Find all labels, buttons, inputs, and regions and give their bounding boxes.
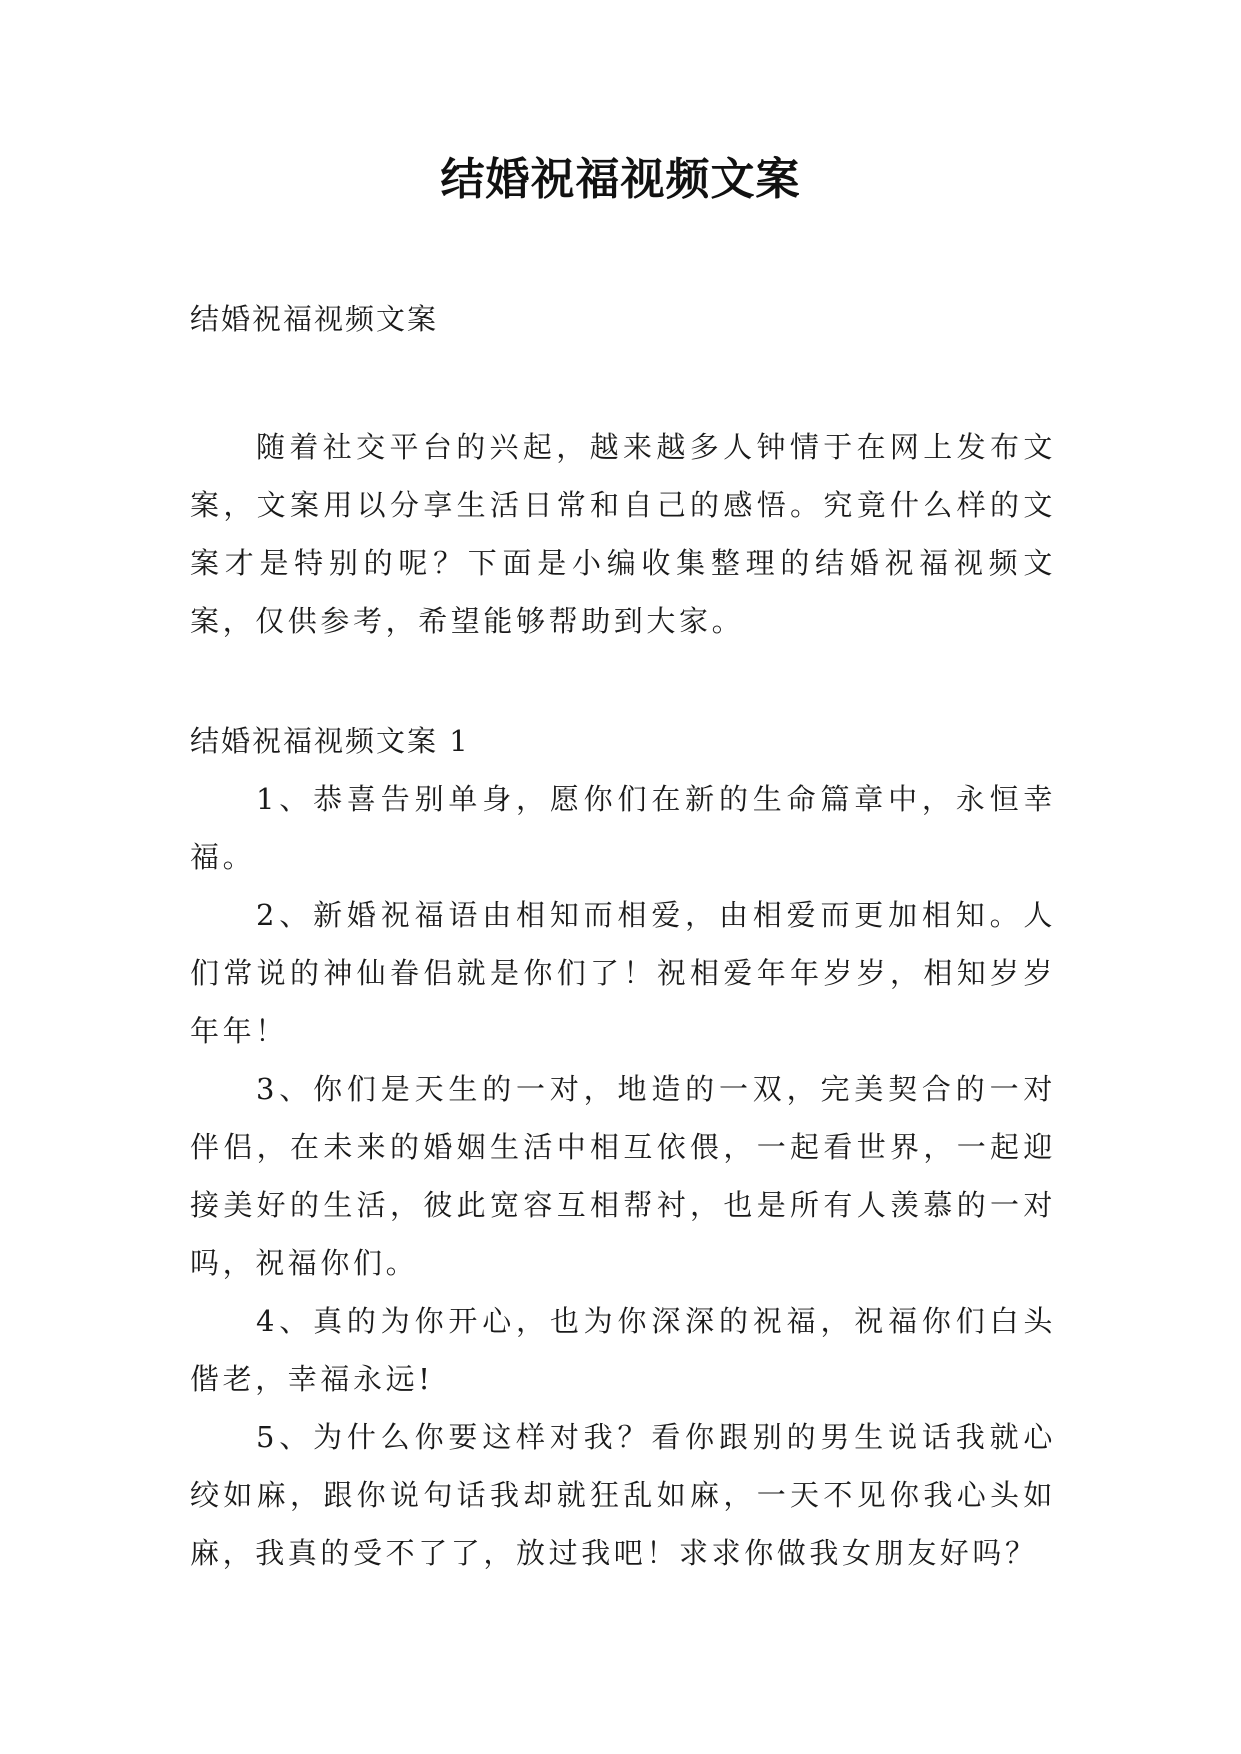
blessing-paragraph-5: 5、为什么你要这样对我？看你跟别的男生说话我就心绞如麻，跟你说句话我却就狂乱如麻，一天不见你我心头如麻，我真的受不了了，放过我吧！求求你做我女朋友好吗？	[190, 1420, 1056, 1570]
blessing-paragraph-1: 1、恭喜告别单身，愿你们在新的生命篇章中，永恒幸福。	[190, 782, 1056, 874]
document-body	[190, 290, 1056, 1582]
section-heading: 结婚祝福视频文案 1	[190, 724, 470, 758]
document-title: 结婚祝福视频文案	[440, 154, 801, 205]
blessing-paragraph-3: 3、你们是天生的一对，地造的一双，完美契合的一对伴侣，在未来的婚姻生活中相互依偎，一起看世界，一起迎接美好的生活，彼此宽容互相帮衬，也是所有人羡慕的一对吗，祝福你们。	[190, 1072, 1056, 1280]
document-subtitle: 结婚祝福视频文案	[190, 302, 439, 336]
blessing-paragraph-4: 4、真的为你开心，也为你深深的祝福，祝福你们白头偕老，幸福永远!	[190, 1304, 1056, 1396]
blessing-paragraph-2: 2、新婚祝福语由相知而相爱，由相爱而更加相知。人们常说的神仙眷侣就是你们了！祝相爱年年岁岁，相知岁岁年年！	[190, 898, 1056, 1048]
intro-paragraph: 随着社交平台的兴起，越来越多人钟情于在网上发布文案，文案用以分享生活日常和自己的感悟。究竟什么样的文案才是特别的呢？下面是小编收集整理的结婚祝福视频文案，仅供参考，希望能够帮助到大家。	[190, 430, 1056, 638]
